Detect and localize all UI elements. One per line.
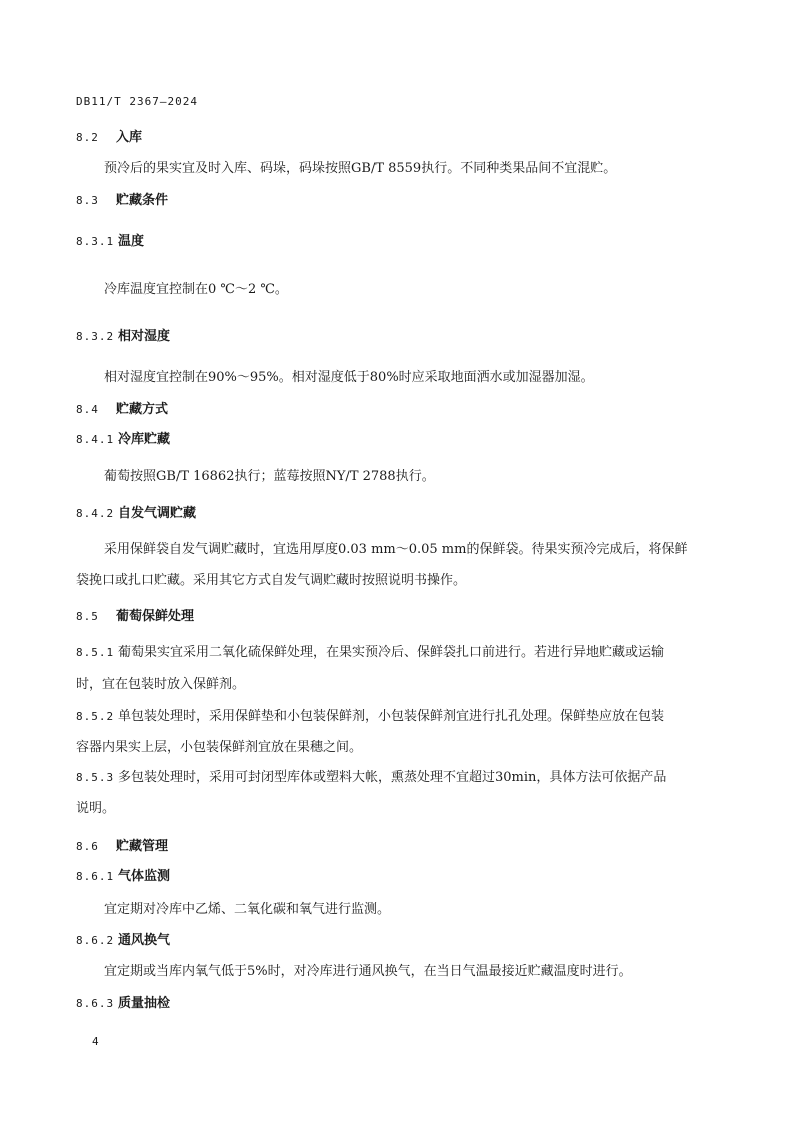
section-heading-8-3 [76,192,716,210]
section-number: 8.6.2 [76,934,115,947]
paragraph: 采用保鲜袋自发气调贮藏时，宜选用厚度0.03 mm～0.05 mm的保鲜袋。待果实预冷完成后，将保鲜 [104,542,688,557]
section-number: 8.4 [76,403,99,416]
section-heading-8-6-1 [76,868,716,886]
clause-text: 多包装处理时，采用可封闭型库体或塑料大帐，熏蒸处理不宜超过30min，具体方法可依据产品 [118,770,667,785]
section-title: 通风换气 [118,933,171,948]
document-code-header: DB11/T 2367—2024 [76,95,198,108]
page-number: 4 [92,1035,99,1048]
section-heading-8-4 [76,401,716,419]
paragraph: 预冷后的果实宜及时入库、码垛，码垛按照GB/T 8559执行。不同种类果品间不宜混贮。 [104,161,617,176]
clause-8-5-2 [76,708,716,726]
section-number: 8.5.2 [76,710,115,723]
paragraph-continuation: 容器内果实上层，小包装保鲜剂宜放在果穗之间。 [76,740,363,755]
section-title: 相对湿度 [118,329,171,344]
section-heading-8-6-2 [76,932,716,950]
paragraph: 相对湿度宜控制在90%～95%。相对湿度低于80%时应采取地面洒水或加湿器加湿。 [104,370,594,385]
section-heading-8-2 [76,129,716,147]
section-title: 贮藏方式 [116,402,169,417]
section-number: 8.4.2 [76,507,115,520]
paragraph-continuation: 时，宜在包装时放入保鲜剂。 [76,677,246,692]
section-title: 葡萄保鲜处理 [116,609,195,624]
section-number: 8.5.1 [76,646,115,659]
section-number: 8.6.3 [76,997,115,1010]
paragraph: 冷库温度宜控制在0 ℃～2 ℃。 [104,282,288,297]
clause-text: 葡萄果实宜采用二氧化硫保鲜处理，在果实预冷后、保鲜袋扎口前进行。若进行异地贮藏或运输 [118,645,665,660]
section-number: 8.3.2 [76,330,115,343]
section-title: 温度 [118,234,145,249]
section-title: 质量抽检 [118,996,171,1011]
clause-8-5-3 [76,769,716,787]
section-title: 入库 [116,130,143,145]
section-title: 冷库贮藏 [118,432,171,447]
section-heading-8-6 [76,838,716,856]
section-number: 8.2 [76,131,99,144]
section-number: 8.5 [76,610,99,623]
section-heading-8-3-1 [76,233,716,251]
section-heading-8-3-2 [76,328,716,346]
section-number: 8.6.1 [76,870,115,883]
section-number: 8.5.3 [76,771,115,784]
clause-8-5-1 [76,644,716,662]
paragraph-continuation: 袋挽口或扎口贮藏。采用其它方式自发气调贮藏时按照说明书操作。 [76,573,467,588]
section-number: 8.3.1 [76,235,115,248]
paragraph-continuation: 说明。 [76,801,116,816]
section-number: 8.4.1 [76,433,115,446]
section-title: 气体监测 [118,869,171,884]
section-number: 8.3 [76,194,99,207]
section-title: 贮藏管理 [116,839,169,854]
section-heading-8-6-3 [76,995,716,1013]
section-heading-8-5 [76,608,716,626]
section-heading-8-4-2 [76,505,716,523]
paragraph: 宜定期或当库内氧气低于5%时，对冷库进行通风换气，在当日气温最接近贮藏温度时进行。 [104,964,632,979]
section-title: 贮藏条件 [116,193,169,208]
paragraph: 葡萄按照GB/T 16862执行；蓝莓按照NY/T 2788执行。 [104,469,435,484]
section-title: 自发气调贮藏 [118,506,197,521]
section-number: 8.6 [76,840,99,853]
section-heading-8-4-1 [76,431,716,449]
paragraph: 宜定期对冷库中乙烯、二氧化碳和氧气进行监测。 [104,902,391,917]
clause-text: 单包装处理时，采用保鲜垫和小包装保鲜剂，小包装保鲜剂宜进行扎孔处理。保鲜垫应放在包装 [118,709,665,724]
